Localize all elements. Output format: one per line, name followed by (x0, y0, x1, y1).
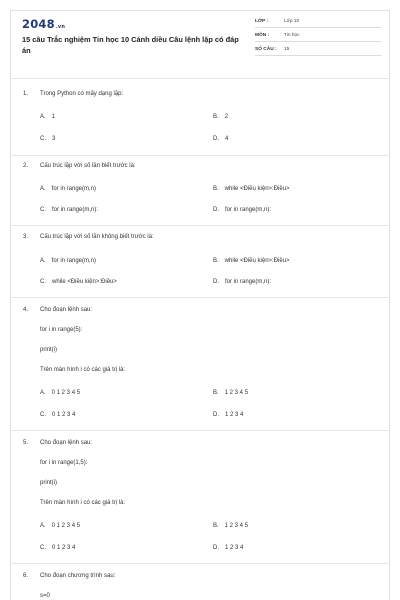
question-5-option-c[interactable]: C. 0 1 2 3 4 (40, 545, 76, 551)
question-1-number: 1. (23, 91, 29, 97)
question-4-text: Cho đoạn lệnh sau: (40, 307, 93, 313)
question-2-number: 2. (23, 163, 29, 169)
question-5-option-a[interactable]: A. 0 1 2 3 4 5 (40, 523, 81, 529)
question-3-option-d[interactable]: D. for in range(m,n): (213, 279, 272, 285)
document-header (11, 11, 389, 79)
document-title: 15 câu Trắc nghiệm Tin học 10 Cánh diều Câu lệnh lặp có đáp án (22, 35, 239, 55)
question-2-text: Cấu trúc lặp với số lần biết trước là: (40, 163, 136, 169)
logo-text: 2048 (22, 17, 55, 31)
question-divider (11, 430, 390, 431)
question-1-option-b[interactable]: B. 2 (213, 114, 229, 120)
question-5-number: 5. (23, 440, 29, 446)
question-3-text: Cấu trúc lặp với số lần không biết trước là: (40, 234, 154, 240)
question-2-option-c[interactable]: C. for in range(m,n): (40, 207, 99, 213)
question-5-text: Cho đoạn lệnh sau: (40, 440, 93, 446)
meta-subject-value: Tin học (284, 33, 300, 38)
question-divider (11, 225, 390, 226)
question-4-code-line-1: for i in range(5): (40, 327, 83, 333)
question-5-code-line-1: for i in range(1,5): (40, 460, 88, 466)
document-page (10, 10, 390, 600)
meta-subject-label: MÔN : (255, 33, 270, 38)
question-2-option-b[interactable]: B. while <Điều kiện>:Điều> (213, 186, 290, 192)
question-3-number: 3. (23, 234, 29, 240)
question-4-prompt: Trên màn hình i có các giá trị là: (40, 367, 126, 373)
question-4-code-line-2: print(i) (40, 347, 58, 353)
question-divider (11, 563, 390, 564)
question-4-option-a[interactable]: A. 0 1 2 3 4 5 (40, 390, 81, 396)
meta-subject-row (255, 31, 381, 42)
question-divider (11, 297, 390, 298)
question-1-text: Trong Python có mấy dạng lặp: (40, 91, 124, 97)
question-1-option-a[interactable]: A. 1 (40, 114, 56, 120)
question-3-option-a[interactable]: A. for in range(m,n) (40, 258, 97, 264)
question-4-option-b[interactable]: B. 1 2 3 4 5 (213, 390, 249, 396)
question-4-option-c[interactable]: C. 0 1 2 3 4 (40, 412, 76, 418)
meta-class-value: Lớp 10 (284, 19, 300, 24)
meta-count-value: 15 (284, 47, 290, 52)
question-6-code-line-1: s=0 (40, 593, 50, 599)
question-2-option-d[interactable]: D. for in range(m,n): (213, 207, 272, 213)
meta-count-label: SỐ CÂU : (255, 47, 277, 52)
question-6-number: 6. (23, 573, 29, 579)
question-6-text: Cho đoạn chương trình sau: (40, 573, 116, 579)
question-5-prompt: Trên màn hình i có các giá trị là: (40, 500, 126, 506)
question-2-option-a[interactable]: A. for in range(m,n) (40, 186, 97, 192)
question-divider (11, 155, 390, 156)
question-4-number: 4. (23, 307, 29, 313)
question-5-option-b[interactable]: B. 1 2 3 4 5 (213, 523, 249, 529)
question-1-option-d[interactable]: D. 4 (213, 136, 229, 142)
site-logo[interactable] (22, 17, 65, 31)
meta-class-label: LỚP : (255, 19, 269, 24)
question-5-option-d[interactable]: D. 1 2 3 4 (213, 545, 244, 551)
meta-class-row (255, 17, 381, 28)
meta-count-row (255, 45, 381, 56)
question-3-option-b[interactable]: B. while <Điều kiện>:Điều> (213, 258, 290, 264)
logo-suffix: .vn (55, 24, 66, 30)
question-3-option-c[interactable]: C. while <Điều kiện>:Điều> (40, 279, 117, 285)
question-5-code-line-2: print(i) (40, 480, 58, 486)
question-4-option-d[interactable]: D. 1 2 3 4 (213, 412, 244, 418)
question-1-option-c[interactable]: C. 3 (40, 136, 56, 142)
